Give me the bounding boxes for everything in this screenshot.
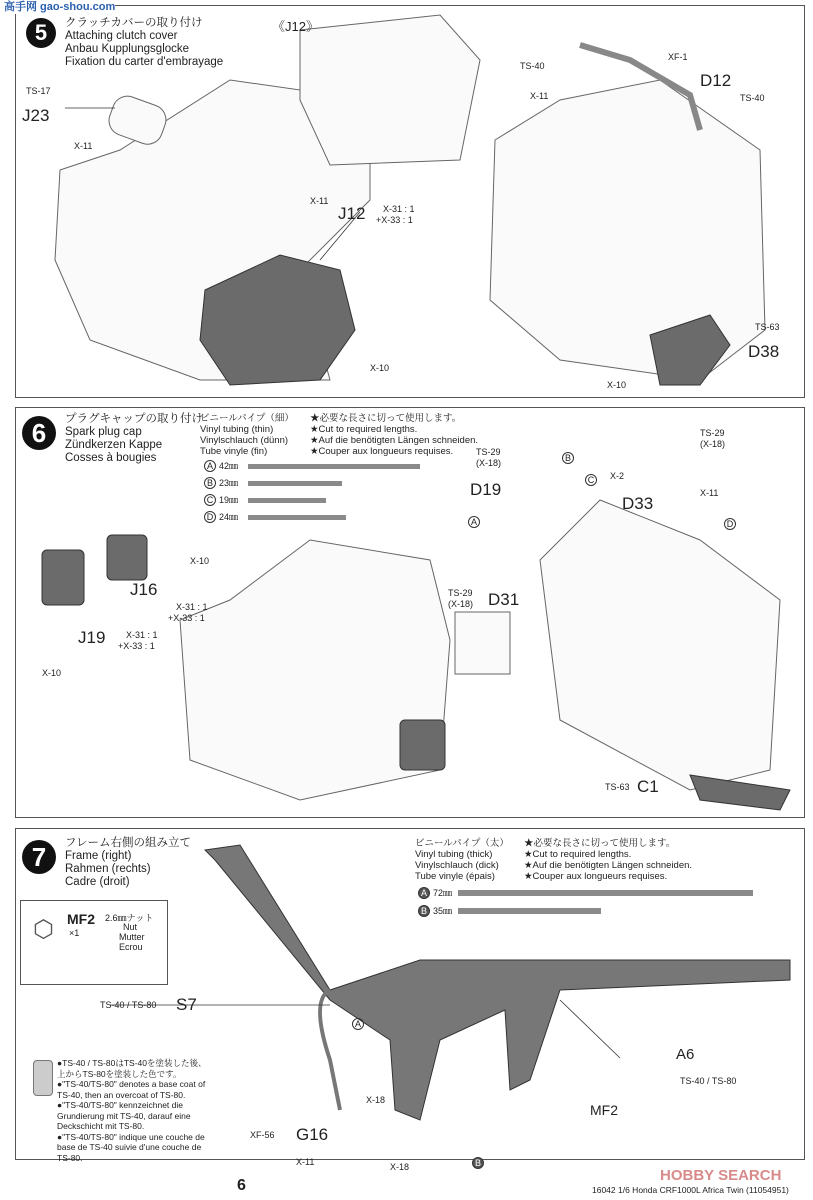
note: ●"TS-40/TS-80" denotes a base coat of TS-40, then an overcoat of TS-80.: [57, 1079, 206, 1100]
screw-label: X-18: [390, 1162, 410, 1172]
note: ★必要な長さに切って使用します。: [310, 413, 462, 424]
part-label: J16: [130, 580, 158, 599]
note: ★Auf die benötigten Längen schneiden.: [524, 860, 693, 871]
step6-title: [65, 413, 203, 465]
tube-callout: A: [352, 1018, 364, 1030]
cut-length: 23㎜: [219, 478, 239, 488]
cut-bar: [248, 481, 342, 486]
part-label: J12: [338, 204, 366, 223]
paint-mix: X-31 : 1: [383, 204, 415, 214]
paint-mix: X-31 : 1: [126, 630, 158, 640]
cut-row: [418, 904, 452, 917]
tube-callout: B: [472, 1157, 484, 1169]
tubing-jp: ビニールパイプ（細）: [200, 413, 294, 424]
paint-code: TS-63: [605, 782, 630, 792]
cut-length: 72㎜: [433, 888, 453, 898]
screw-label: X-11: [700, 488, 719, 498]
cut-id: A: [418, 887, 430, 899]
screw-label: X-11: [296, 1157, 315, 1167]
paint-code: (X-18): [448, 599, 474, 609]
parts-box: [20, 900, 168, 985]
title-jp: フレーム右側の組み立て: [65, 837, 192, 849]
screw-label: X-2: [610, 471, 625, 481]
paint-mix: +X-33 : 1: [376, 215, 413, 225]
paint-code: TS-29: [448, 588, 473, 598]
part-label: D33: [622, 494, 654, 513]
cut-length: 19㎜: [219, 495, 239, 505]
title-jp: クラッチカバーの取り付け: [65, 17, 203, 29]
paint-mix: +X-33 : 1: [118, 641, 155, 651]
paint-code: TS-40: [520, 61, 545, 71]
cut-notes: [524, 838, 692, 882]
note: ★Cut to required lengths.: [310, 424, 418, 435]
paint-code: TS-63: [755, 322, 780, 332]
title-fr: Fixation du carter d'embrayage: [65, 56, 224, 68]
cut-length: 24㎜: [219, 512, 239, 522]
title-fr: Cadre (droit): [65, 876, 130, 888]
tubing-fr: Tube vinyle (fin): [200, 446, 268, 457]
product-info: 16042 1/6 Honda CRF1000L Africa Twin (11054951): [592, 1185, 789, 1195]
part-en: Nut: [123, 922, 138, 932]
part-fr: Ecrou: [119, 942, 143, 952]
paint-code: TS-40: [740, 93, 765, 103]
cut-length: 35㎜: [433, 906, 453, 916]
cut-id: A: [204, 460, 216, 472]
step5-title: [65, 17, 223, 69]
note: ●"TS-40/TS-80" kennzeichnet die Grundierung mit TS-40, darauf eine Deckschicht mit TS-80.: [57, 1100, 191, 1131]
cut-bar: [248, 498, 326, 503]
tube-callout: A: [468, 516, 480, 528]
paint-code: (X-18): [476, 458, 502, 468]
part-label: MF2: [590, 1102, 618, 1118]
cut-bar: [458, 908, 601, 914]
cut-row: [204, 510, 238, 523]
note: ★Auf die benötigten Längen schneiden.: [310, 435, 479, 446]
paint-code: TS-40 / TS-80: [100, 1000, 157, 1010]
tubing-jp: ビニールパイプ（太）: [415, 838, 509, 849]
paint-mix: +X-33 : 1: [168, 613, 205, 623]
tubing-en: Vinyl tubing (thick): [415, 849, 493, 860]
tube-callout: C: [585, 474, 597, 486]
paint-code: XF-1: [668, 52, 688, 62]
note: ★Couper aux longueurs requises.: [310, 446, 454, 457]
page-number: 6: [237, 1177, 246, 1194]
part-label: D19: [470, 480, 502, 499]
paint-code: TS-40 / TS-80: [680, 1076, 737, 1086]
screw-label: X-11: [74, 141, 93, 151]
screw-label: X-10: [607, 380, 627, 390]
part-label: J23: [22, 106, 50, 125]
paint-code: (X-18): [700, 439, 726, 449]
cut-id: D: [204, 511, 216, 523]
paint-code: TS-29: [700, 428, 725, 438]
screw-label: X-11: [310, 196, 329, 206]
screw-label: X-18: [366, 1095, 386, 1105]
cut-bar: [248, 464, 420, 469]
part-label: S7: [176, 995, 197, 1014]
tube-callout: B: [562, 452, 574, 464]
inset-label: 《J12》: [272, 19, 319, 34]
screw-label: X-10: [370, 363, 390, 373]
note: ●"TS-40/TS-80" indique une couche de base de TS-40 suivie d'une couche de TS-80.: [57, 1131, 205, 1163]
tube-callout: D: [724, 518, 736, 530]
tubing-info: [200, 413, 294, 457]
title-de: Zündkerzen Kappe: [65, 439, 163, 451]
part-label: G16: [296, 1125, 329, 1144]
part-qty: ×1: [69, 928, 80, 938]
part-label: A6: [676, 1046, 695, 1063]
part-label: C1: [637, 777, 659, 796]
paint-code: XF-56: [250, 1130, 275, 1140]
part-label: D38: [748, 342, 780, 361]
part-label: J19: [78, 628, 106, 647]
paint-note: [57, 1058, 207, 1163]
paint-can-icon: [33, 1060, 53, 1096]
cut-id: C: [204, 494, 216, 506]
cut-id: B: [204, 477, 216, 489]
step6-number: 6: [22, 416, 56, 450]
title-en: Spark plug cap: [65, 426, 142, 438]
cut-row: [204, 476, 238, 489]
watermark-logo: 高手网 gao-shou.com: [4, 1, 116, 13]
title-de: Anbau Kupplungsglocke: [65, 43, 190, 55]
hobby-search-watermark: HOBBY SEARCH: [660, 1167, 782, 1184]
step5-number: 5: [26, 18, 56, 48]
step7-number: 7: [22, 840, 56, 874]
note: ●TS-40 / TS-80はTS-40を塗装した後、上からTS-80を塗装した色です。: [57, 1058, 207, 1079]
tubing-info: [415, 838, 509, 882]
screw-label: X-10: [190, 556, 210, 566]
paint-code: TS-17: [26, 86, 51, 96]
tubing-en: Vinyl tubing (thin): [200, 424, 274, 435]
note: ★Couper aux longueurs requises.: [524, 871, 668, 882]
cut-row: [204, 459, 238, 472]
part-label: D31: [488, 590, 520, 609]
tubing-de: Vinylschlauch (dünn): [200, 435, 289, 446]
cut-length: 42㎜: [219, 461, 239, 471]
step7-title: [65, 837, 191, 889]
cut-bar: [248, 515, 346, 520]
title-de: Rahmen (rechts): [65, 863, 151, 875]
tubing-fr: Tube vinyle (épais): [415, 871, 495, 882]
cut-bar: [458, 890, 753, 896]
title-en: Frame (right): [65, 850, 132, 862]
paint-code: TS-29: [476, 447, 501, 457]
title-jp: プラグキャップの取り付け: [65, 413, 203, 425]
cut-notes: [310, 413, 478, 457]
nut-icon: ⬡: [33, 916, 54, 943]
cut-row: [418, 886, 452, 899]
part-de: Mutter: [119, 932, 145, 942]
title-fr: Cosses à bougies: [65, 452, 157, 464]
part-label: D12: [700, 71, 732, 90]
title-en: Attaching clutch cover: [65, 30, 178, 42]
part-jp: 2.6㎜ナット: [105, 913, 154, 923]
tubing-de: Vinylschlauch (dick): [415, 860, 499, 871]
screw-label: X-11: [530, 91, 549, 101]
note: ★必要な長さに切って使用します。: [524, 838, 676, 849]
screw-label: X-10: [42, 668, 62, 678]
cut-row: [204, 493, 238, 506]
paint-mix: X-31 : 1: [176, 602, 208, 612]
note: ★Cut to required lengths.: [524, 849, 632, 860]
part-id: MF2: [67, 911, 95, 927]
cut-id: B: [418, 905, 430, 917]
